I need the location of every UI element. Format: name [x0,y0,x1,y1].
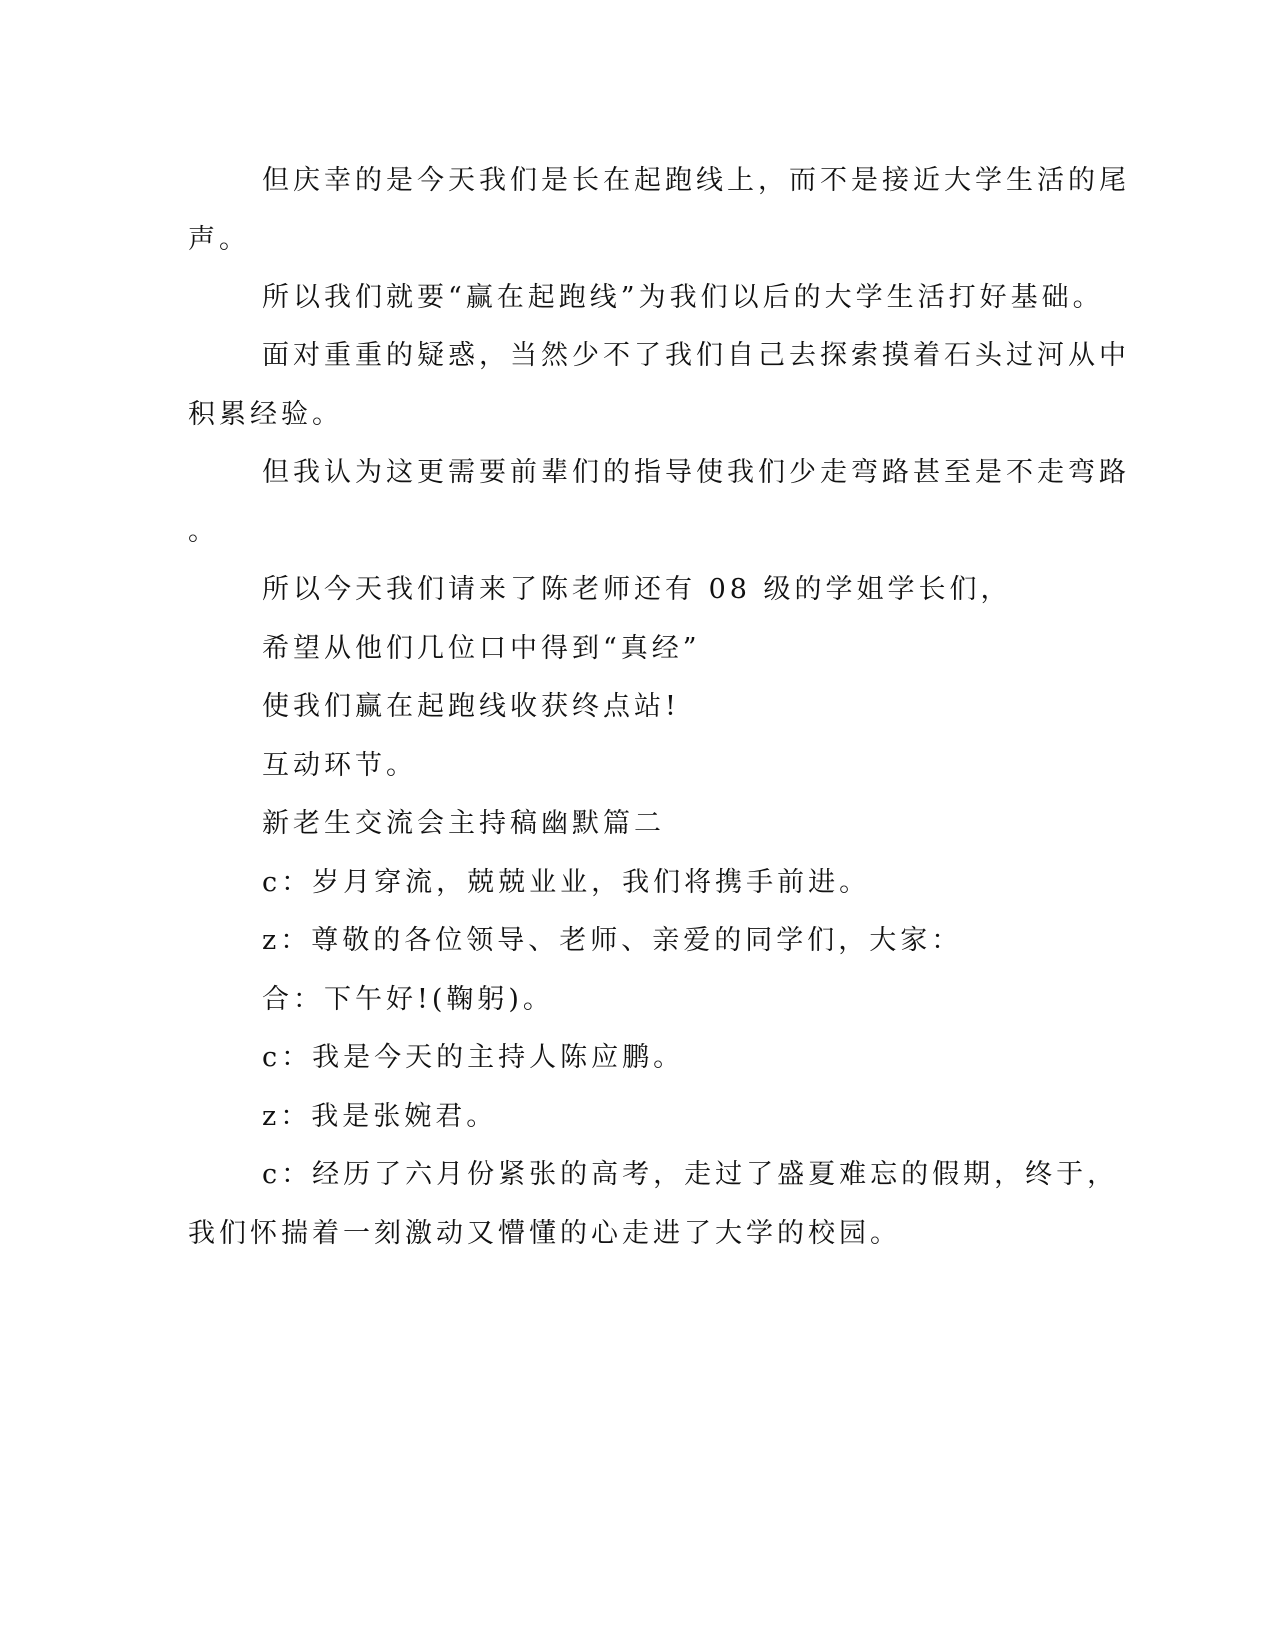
dialogue-line: c：经历了六月份紧张的高考，走过了盛夏难忘的假期，终于， [262,1159,1119,1190]
paragraph-line: 但庆幸的是今天我们是长在起跑线上，而不是接近大学生活的尾 [262,165,1130,196]
paragraph-line: 所以今天我们请来了陈老师还有 08 级的学姐学长们， [262,574,1012,605]
paragraph-line: 但我认为这更需要前辈们的指导使我们少走弯路甚至是不走弯路 [262,457,1130,488]
paragraph-line: 面对重重的疑惑，当然少不了我们自己去探索摸着石头过河从中 [262,340,1130,371]
paragraph-line: 。 [188,516,219,547]
section-heading: 新老生交流会主持稿幽默篇二 [262,808,665,839]
paragraph-line: 希望从他们几位口中得到“真经” [262,633,701,664]
dialogue-line: c：我是今天的主持人陈应鹏。 [262,1042,685,1073]
paragraph-line: 互动环节。 [262,750,417,781]
paragraph-line: 所以我们就要“赢在起跑线”为我们以后的大学生活打好基础。 [262,282,1104,313]
dialogue-line: c：岁月穿流，兢兢业业，我们将携手前进。 [262,867,871,898]
dialogue-line: 合：下午好!(鞠躬)。 [262,984,554,1015]
paragraph-line: 使我们赢在起跑线收获终点站! [262,691,680,722]
dialogue-line: z：我是张婉君。 [262,1101,498,1132]
dialogue-line: z：尊敬的各位领导、老师、亲爱的同学们，大家： [262,925,963,956]
paragraph-line: 积累经验。 [188,399,343,430]
paragraph-line: 声。 [188,224,250,255]
dialogue-line: 我们怀揣着一刻激动又懵懂的心走进了大学的校园。 [188,1218,901,1249]
